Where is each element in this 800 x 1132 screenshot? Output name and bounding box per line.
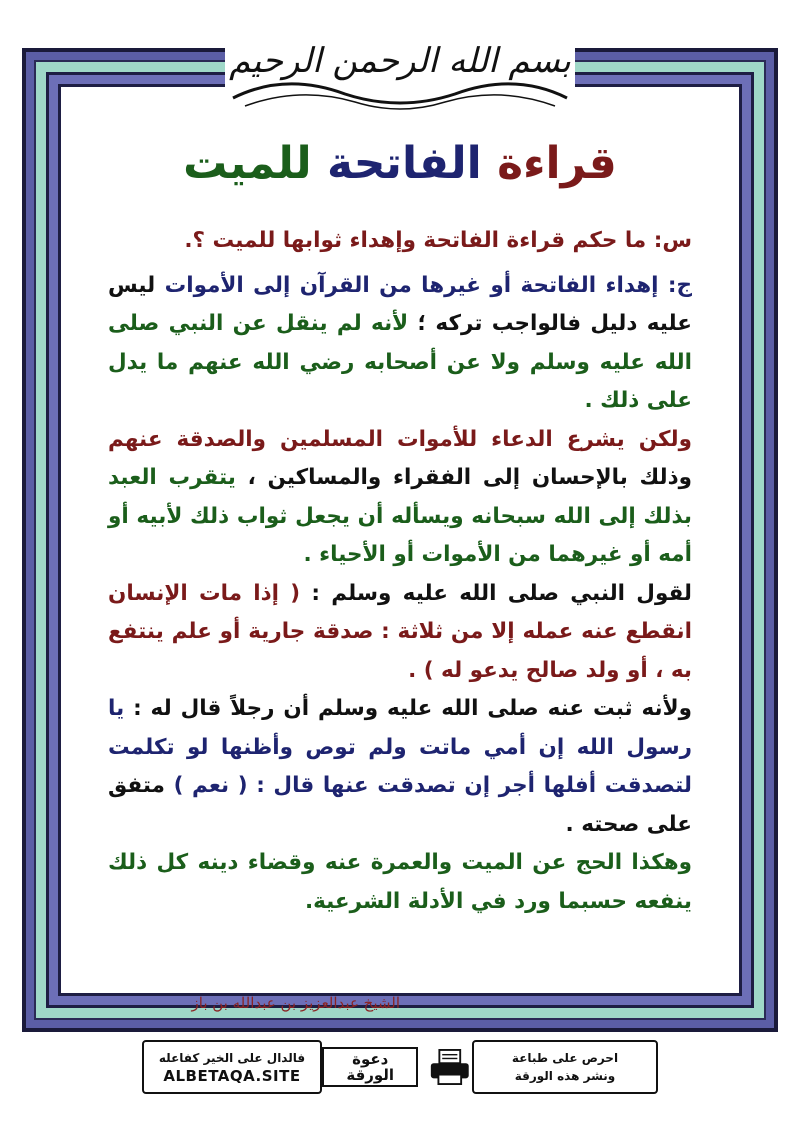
page-title <box>80 138 720 189</box>
para2-part-b: وذلك بالإحسان إلى الفقراء والمساكين ، <box>247 465 693 490</box>
footer-logo-area <box>322 1040 472 1094</box>
answer-paragraph <box>108 267 692 421</box>
para4-part-b: يا رسول الله إن أمي ماتت ولم توص وأظنها لو تكلمت لتصدقت أفلها أجر إن تصدقت عنها قال : ( نعم ) <box>108 696 692 798</box>
title-word-3: للميت <box>183 138 312 189</box>
paragraph-4 <box>108 690 692 844</box>
title-word-1: قراءة <box>497 138 617 189</box>
para4-part-a: ولأنه ثبت عنه صلى الله عليه وسلم أن رجلاً قال له : <box>133 696 692 721</box>
basmala-text: بسم الله الرحمن الرحيم <box>229 41 571 81</box>
para3-part-a: لقول النبي صلى الله عليه وسلم : <box>311 580 692 606</box>
signature: الشيخ عبدالعزيز بن عبدالله بن باز <box>191 994 400 1012</box>
question: س: ما حكم قراءة الفاتحة وإهداء ثوابها للميت ؟. <box>184 228 692 253</box>
answer-part-b: لأنه لم ينقل عن النبي صلى الله عليه وسلم ولا عن أصحابه رضي الله عنهم ما يدل على ذلك . <box>108 311 692 413</box>
answer-intro: ج: إهداء الفاتحة أو غيرها من القرآن إلى الأموات <box>164 272 692 298</box>
footer-site-box <box>142 1040 322 1094</box>
paragraph-3 <box>108 575 692 691</box>
footer-print-line-1: احرص على طباعة <box>511 1051 619 1065</box>
title-word-2: الفاتحة <box>327 138 482 189</box>
footer-saying: فالدال على الخير كفاعله <box>158 1051 306 1065</box>
dawa-logo: دعوة الورقة <box>322 1047 418 1087</box>
printer-icon <box>428 1047 472 1087</box>
para2-part-a: ولكن يشرع الدعاء للأموات المسلمين والصدقة عنهم <box>108 426 692 452</box>
footer-print-line-2: ونشر هذه الورقة <box>514 1069 616 1083</box>
paragraph-2 <box>108 421 692 575</box>
article-body <box>108 222 692 921</box>
basmala-ribbon <box>225 2 575 120</box>
footer-print-box <box>472 1040 658 1094</box>
para2-part-c: يتقرب العبد بذلك إلى الله سبحانه ويسأله أن يجعل ثواب ذلك لأبيه أو أمه أو غيرهما من الأموات أو الأحياء . <box>108 465 692 567</box>
answer-part-a: ليس عليه دليل فالواجب تركه ؛ <box>108 272 692 336</box>
footer-bar <box>142 1040 658 1094</box>
paragraph-5: وهكذا الحج عن الميت والعمرة عنه وقضاء دينه كل ذلك ينفعه حسبما ورد في الأدلة الشرعية. <box>108 850 692 914</box>
para3-hadith: ( إذا مات الإنسان انقطع عنه عمله إلا من ثلاثة : صدقة جارية أو علم ينتفع به ، أو ولد صالح يدعو له ) . <box>108 580 692 683</box>
site-link[interactable]: ALBETAQA.SITE <box>163 1067 301 1085</box>
para4-part-c: متفق على صحته . <box>108 773 692 837</box>
